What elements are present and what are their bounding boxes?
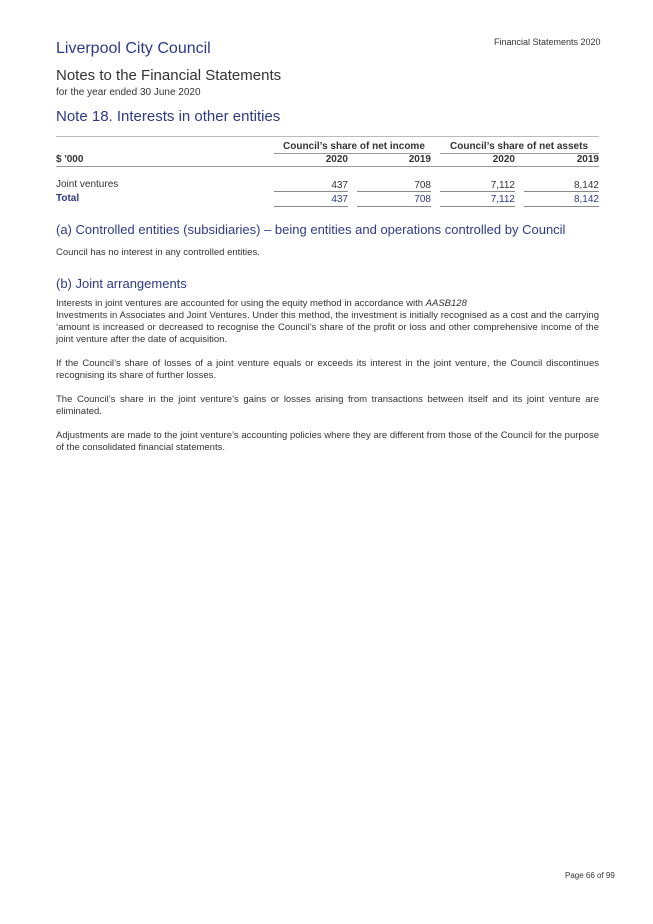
section-b-paragraph-2: If the Council’s share of losses of a joint venture equals or exceeds its interest in the joint venture, the Council discontinues recognising its share of further losses. bbox=[56, 358, 599, 381]
paragraph-text: Investments in Associates and Joint Ventures. Under this method, the investment is initially recognised as a cost and the carrying ‘amount is increased or decreased to recognise the Council’s share of the profit or loss and other comprehensive income of the joint venture after the date of acquisition. bbox=[56, 310, 599, 345]
unit-label: $ '000 bbox=[56, 154, 84, 165]
total-underline bbox=[274, 206, 348, 207]
table-top-rule bbox=[56, 136, 599, 137]
group-header-income: Council’s share of net income bbox=[283, 141, 425, 152]
section-a-text: Council has no interest in any controlled entities. bbox=[56, 247, 260, 258]
cell-value: 437 bbox=[331, 180, 348, 191]
document-header-label: Financial Statements 2020 bbox=[494, 37, 601, 47]
note-heading: Note 18. Interests in other entities bbox=[56, 108, 281, 125]
council-name: Liverpool City Council bbox=[56, 40, 211, 57]
col-header-assets-2020: 2020 bbox=[492, 154, 515, 165]
standard-reference: AASB128 bbox=[425, 298, 467, 309]
col-header-income-2019: 2019 bbox=[408, 154, 431, 165]
row-label: Joint ventures bbox=[56, 179, 119, 190]
section-b-paragraph-3: The Council’s share in the joint venture’s gains or losses arising from transactions between itself and its joint venture are eliminated. bbox=[56, 394, 599, 417]
cell-underline bbox=[357, 191, 431, 192]
total-value: 8,142 bbox=[573, 194, 599, 205]
header-bottom-rule bbox=[56, 166, 599, 167]
total-value: 708 bbox=[414, 194, 431, 205]
period-subtitle: for the year ended 30 June 2020 bbox=[56, 87, 201, 98]
cell-value: 7,112 bbox=[490, 180, 515, 191]
col-header-income-2020: 2020 bbox=[325, 154, 348, 165]
paragraph-text: Interests in joint ventures are accounted for using the equity method in accordance with bbox=[56, 298, 426, 309]
cell-value: 708 bbox=[414, 180, 431, 191]
total-underline bbox=[357, 206, 431, 207]
col-header-assets-2019: 2019 bbox=[576, 154, 599, 165]
row-label: Total bbox=[56, 193, 80, 204]
section-a-heading: (a) Controlled entities (subsidiaries) – being entities and operations controlled by Council bbox=[56, 222, 566, 237]
cell-underline bbox=[440, 191, 515, 192]
total-value: 437 bbox=[331, 194, 348, 205]
section-b-heading: (b) Joint arrangements bbox=[56, 276, 187, 291]
total-underline bbox=[440, 206, 515, 207]
cell-underline bbox=[524, 191, 599, 192]
cell-underline bbox=[274, 191, 348, 192]
section-b-paragraph-4: Adjustments are made to the joint venture’s accounting policies where they are different from those of the Council for the purpose of the consolidated financial statements. bbox=[56, 430, 599, 453]
cell-value: 8,142 bbox=[573, 180, 599, 191]
total-value: 7,112 bbox=[490, 194, 515, 205]
page-number: Page 66 of 99 bbox=[565, 871, 615, 880]
group-header-assets: Council’s share of net assets bbox=[450, 141, 589, 152]
total-underline bbox=[524, 206, 599, 207]
section-b-paragraph-1 bbox=[56, 298, 599, 346]
page-title: Notes to the Financial Statements bbox=[56, 67, 282, 84]
